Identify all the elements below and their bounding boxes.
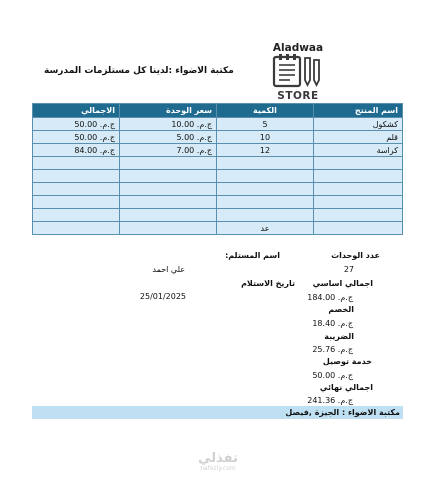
items-table [32, 103, 403, 235]
cell-quantity: 5 [217, 118, 314, 131]
subtotal-label: اجمالي اساسي [312, 279, 373, 288]
cell-unit-price: ج.م. 10.00 [120, 118, 217, 131]
cell-product-name [314, 209, 403, 222]
store-address: مكتبة الاضواء : الجيزة ,فيصل [285, 408, 400, 417]
discount-label: الخصم [328, 305, 354, 314]
tax-label: الضريبة [324, 332, 354, 341]
cell-product-name [314, 196, 403, 209]
delivery-value: ج.م. 50.00 [312, 371, 353, 380]
table-header-row [33, 104, 403, 118]
table-row [33, 209, 403, 222]
cell-total [33, 170, 120, 183]
discount-value: ج.م. 18.40 [312, 319, 353, 328]
header-product-name: اسم المنتج [314, 104, 403, 118]
grand-total-label: اجمالي نهائي [319, 383, 373, 392]
receiver-value: علي احمد [152, 265, 185, 274]
subtotal-value: ج.م. 184.00 [307, 293, 353, 302]
cell-product-name: كشكول [314, 118, 403, 131]
cell-total [33, 196, 120, 209]
units-label: عدد الوحدات [331, 251, 380, 260]
store-title-line: مكتبة الاضواء :لدينا كل مستلزمات المدرسة [44, 66, 234, 76]
units-value: 27 [343, 265, 354, 274]
cell-total: ج.م. 50.00 [33, 118, 120, 131]
cell-quantity: 10 [217, 131, 314, 144]
table-row [33, 131, 403, 144]
receive-date-value: 25/01/2025 [139, 292, 186, 301]
logo-bottom-text: STORE [277, 90, 319, 102]
grand-total-value: ج.م. 241.36 [307, 396, 353, 405]
cell-unit-price: ج.م. 5.00 [120, 131, 217, 144]
notebook-pencils-icon [272, 54, 324, 88]
watermark [188, 452, 248, 472]
cell-unit-price [120, 196, 217, 209]
cell-product-name [314, 157, 403, 170]
watermark-main: تفذلي [198, 451, 238, 466]
table-row [33, 196, 403, 209]
header-quantity: الكمية [217, 104, 314, 118]
watermark-sub: nafezly.com [200, 465, 236, 472]
cell-quantity [217, 157, 314, 170]
cell-total [33, 183, 120, 196]
cell-unit-price [120, 209, 217, 222]
header-total: الاجمالي [33, 104, 120, 118]
cell-quantity: 12 [217, 144, 314, 157]
cell-total: ج.م. 84.00 [33, 144, 120, 157]
total-row-label: عد [217, 222, 314, 235]
cell-quantity [217, 209, 314, 222]
table-total-row [33, 222, 403, 235]
table-row [33, 118, 403, 131]
cell-quantity [217, 170, 314, 183]
cell-unit-price [120, 157, 217, 170]
table-row [33, 157, 403, 170]
cell-total: ج.م. 50.00 [33, 131, 120, 144]
cell-unit-price [120, 183, 217, 196]
cell-unit-price [120, 170, 217, 183]
table-row [33, 183, 403, 196]
store-logo [268, 42, 328, 104]
table-row [33, 144, 403, 157]
cell-product-name [314, 183, 403, 196]
cell-unit-price: ج.م. 7.00 [120, 144, 217, 157]
cell-total [33, 209, 120, 222]
tax-value: ج.م. 25.76 [312, 345, 353, 354]
cell-product-name: قلم [314, 131, 403, 144]
cell-quantity [217, 196, 314, 209]
delivery-label: خدمة توصيل [322, 357, 372, 366]
cell-product-name: كراسة [314, 144, 403, 157]
table-row [33, 170, 403, 183]
logo-top-text: Aladwaa [272, 42, 324, 54]
receiver-label: اسم المستلم: [225, 251, 280, 260]
receive-date-label: تاريخ الاستلام [241, 279, 295, 288]
cell-total [33, 157, 120, 170]
cell-product-name [314, 170, 403, 183]
header-unit-price: سعر الوحدة [120, 104, 217, 118]
cell-quantity [217, 183, 314, 196]
